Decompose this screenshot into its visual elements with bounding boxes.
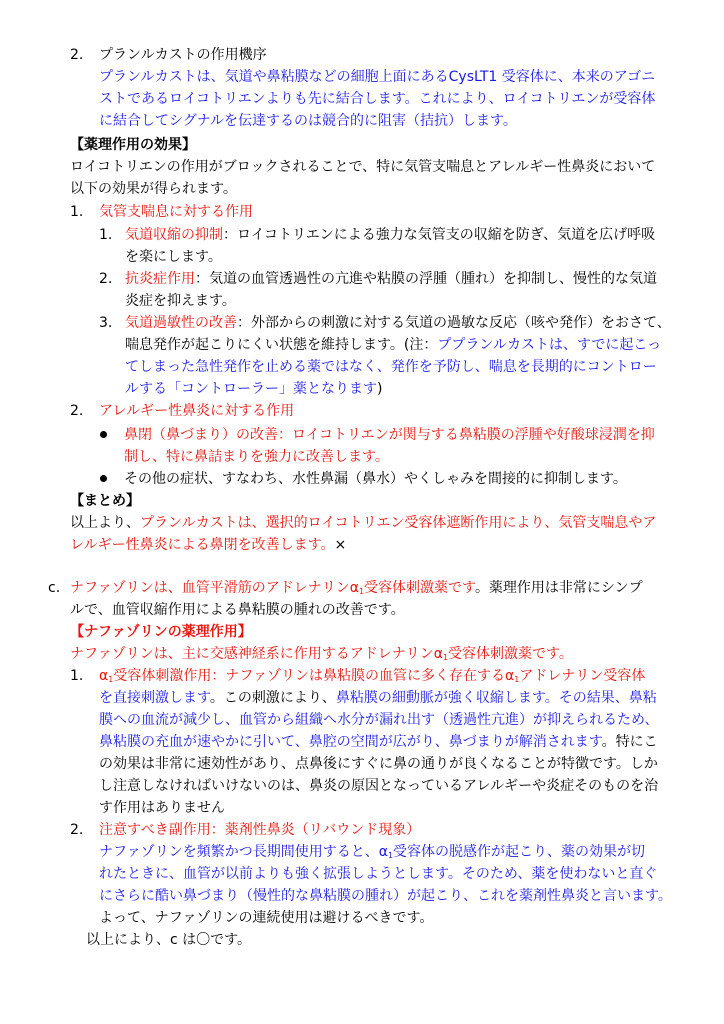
p1-line bbox=[99, 687, 657, 709]
sub-text: ：外部からの刺激に対する気道の過敏な反応（咳や発作）をおさて、 bbox=[237, 315, 671, 331]
sub-text: ：ロイコトリエンによる強力な気管支の収縮を防ぎ、気道を広げ呼吸 bbox=[223, 227, 656, 243]
item-number: 1. bbox=[70, 204, 84, 220]
note-text: てしまった急性発作を止める薬ではなく、発作を予防し、喘息を長期的にコントロー bbox=[125, 359, 657, 375]
p2-line: にさらに酷い鼻づまり（慢性的な鼻粘膜の腫れ）が起こり、これを薬剤性鼻炎と言います。 bbox=[99, 888, 672, 904]
p1-text: 。特にこ bbox=[601, 734, 658, 750]
sub-text-cont: を楽にします。 bbox=[125, 249, 222, 265]
sub-number: 3. bbox=[99, 315, 113, 331]
p1-text: 鼻粘膜の充血が速やかに引いて、鼻腔の空間が広がり、鼻づまりが解消されます bbox=[99, 734, 602, 750]
p2-line: れたときに、血管が以前よりも強く拡張しようとします。そのため、薬を使わないと直ぐ bbox=[99, 866, 658, 882]
section-c-text: 。薬理作用は非常にシンプ bbox=[474, 580, 643, 596]
p1-text: ナファゾリンは鼻粘膜の血管に多く存在するα bbox=[225, 668, 515, 684]
p1-line: す作用はありません bbox=[99, 800, 225, 816]
section-c-red: 受容体刺激薬です bbox=[364, 580, 475, 596]
section-letter: c. bbox=[48, 580, 61, 596]
section-number: 2. bbox=[70, 47, 84, 63]
sub-item bbox=[125, 268, 657, 290]
sub-text: ：気道の血管透過性の亢進や粘膜の浮腫（腫れ）を抑制し、慢性的な気道 bbox=[195, 271, 657, 287]
sub-number: 2. bbox=[99, 271, 113, 287]
subscript: 1 bbox=[387, 851, 394, 860]
note-text: ププランルカストは、すでに起こっ bbox=[437, 337, 662, 353]
bullet-icon bbox=[100, 431, 107, 438]
p1-label: α bbox=[99, 668, 109, 684]
sub-label: 気道過敏性の改善 bbox=[125, 315, 237, 331]
subscript: 1 bbox=[514, 675, 520, 684]
subscript: 1 bbox=[358, 587, 365, 596]
p2-line: よって、ナファゾリンの連続使用は避けるべきです。 bbox=[99, 910, 434, 926]
sub-text-cont: 炎症を抑えます。 bbox=[125, 293, 236, 309]
sub-text-cont bbox=[125, 334, 661, 356]
p1-line bbox=[99, 731, 658, 753]
sub-label: 抗炎症作用 bbox=[125, 271, 195, 287]
bullet-text: その他の症状、すなわち、水性鼻漏（鼻水）やくしゃみを間接的に抑制します。 bbox=[124, 471, 627, 487]
bullet-icon bbox=[100, 475, 107, 482]
p2-text: 受容体の脱感作が起こり、薬の効果が切 bbox=[393, 844, 646, 860]
subscript: 1 bbox=[442, 653, 449, 662]
note-text: ルする「コントローラー」薬となります bbox=[125, 381, 377, 397]
sub-item bbox=[125, 224, 655, 246]
conclusion: 以上により、c は〇です。 bbox=[86, 932, 252, 948]
paragraph-line: プランルカストは、気道や鼻粘膜などの細胞上面にあるCysLT1 受容体に、本来のアゴニ bbox=[99, 69, 656, 85]
paragraph-line: に結合してシグナルを伝達するのは競合的に阻害（拮抗）します。 bbox=[99, 113, 517, 129]
p1-line: し注意しなければいけないのは、鼻炎の原因となっているアレルギーや炎症そのものを治 bbox=[99, 778, 659, 794]
p1-line: の効果は非常に速効性があり、点鼻後にすぐに鼻の通りが良くなることが特徴です。しか bbox=[99, 756, 658, 772]
p1-text: 。この刺激により、 bbox=[209, 690, 336, 706]
section-c-line: ルで、血管収縮作用による鼻粘膜の腫れの改善です。 bbox=[70, 602, 405, 618]
sub-label: 気道収縮の抑制 bbox=[125, 227, 223, 243]
paragraph-line: ストであるロイコトリエンよりも先に結合します。これにより、ロイコトリエンが受容体 bbox=[99, 91, 656, 107]
p1-line: 膜への血流が減少し、血管から組織へ水分が漏れ出す（透過性亢進）が抑えられるため、 bbox=[99, 712, 659, 728]
summary-prefix: 以上より、 bbox=[70, 515, 140, 531]
cross-mark: × bbox=[334, 537, 347, 553]
p1-text: 鼻粘膜の細動脈が強く収縮します。その結果、鼻粘 bbox=[335, 690, 657, 706]
subscript: 1 bbox=[108, 675, 114, 684]
item-number: 2. bbox=[70, 822, 84, 838]
item-title: アレルギー性鼻炎に対する作用 bbox=[99, 403, 295, 419]
summary-heading: 【まとめ】 bbox=[70, 493, 140, 509]
summary-text: プランルカストは、選択的ロイコトリエン受容体遮断作用により、気管支喘息やア bbox=[140, 515, 657, 531]
effects-heading: 【薬理作用の効果】 bbox=[70, 137, 196, 153]
p2-title: 注意すべき副作用：薬剤性鼻炎（リバウンド現象） bbox=[99, 822, 421, 838]
item-title: 気管支喘息に対する作用 bbox=[99, 204, 253, 220]
summary-line bbox=[70, 534, 346, 556]
intro-text: ナファゾリンは、主に交感神経系に作用するアドレナリンα bbox=[70, 646, 443, 662]
summary-text: レルギー性鼻炎による鼻閉を改善します。 bbox=[70, 537, 335, 553]
effects-intro-line: ロイコトリエンの作用がブロックされることで、特に気管支喘息とアレルギー性鼻炎において bbox=[70, 159, 656, 175]
section-c-red: ナファゾリンは、血管平滑筋のアドレナリンα bbox=[70, 580, 359, 596]
nafazoline-heading: 【ナファゾリンの薬理作用】 bbox=[70, 624, 252, 640]
summary-line bbox=[70, 512, 656, 534]
p1-text: アドレナリン受容体 bbox=[519, 668, 646, 684]
bullet-text: 制し、特に鼻詰まりを強力に改善します。 bbox=[124, 449, 389, 465]
bullet-text: 鼻閉（鼻づまり）の改善：ロイコトリエンが関与する鼻粘膜の浮腫や好酸球浸潤を抑 bbox=[124, 427, 655, 443]
note-close: ) bbox=[377, 381, 383, 397]
item-number: 2. bbox=[70, 403, 84, 419]
item-number: 1. bbox=[70, 668, 84, 684]
sub-number: 1. bbox=[99, 227, 113, 243]
p1-label: 受容体刺激作用： bbox=[113, 668, 226, 684]
note-text bbox=[125, 378, 382, 400]
effects-intro-line: 以下の効果が得られます。 bbox=[70, 181, 237, 197]
section-heading: プランルカストの作用機序 bbox=[99, 47, 267, 63]
sub-item bbox=[125, 312, 671, 334]
p1-text: を直接刺激します bbox=[99, 690, 210, 706]
intro-text: 受容体刺激薬です。 bbox=[448, 646, 573, 662]
p2-text: ナファゾリンを頻繁かつ長期間使用すると、α bbox=[99, 844, 388, 860]
sub-text: 喘息発作が起こりにくい状態を維持します。(注： bbox=[125, 337, 438, 353]
